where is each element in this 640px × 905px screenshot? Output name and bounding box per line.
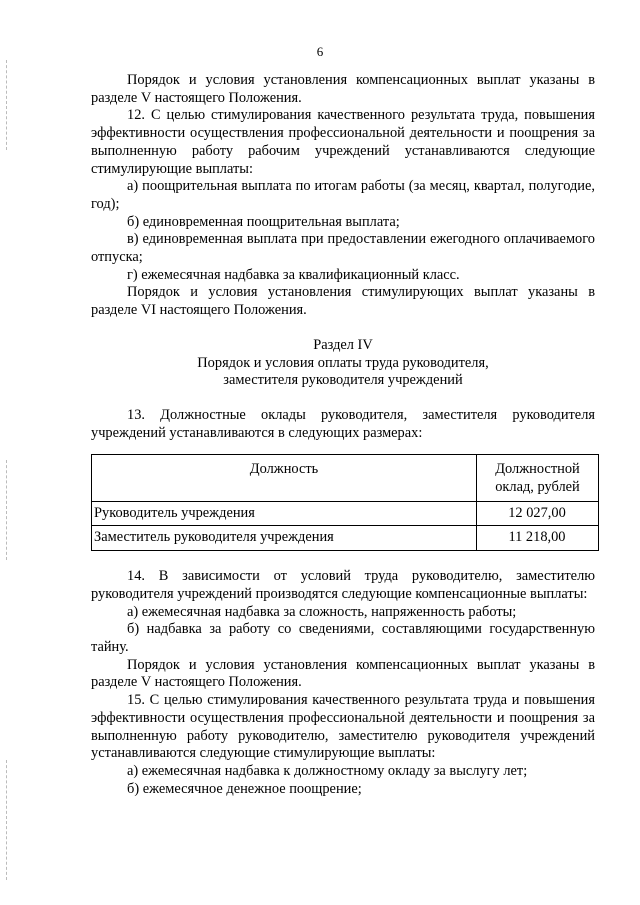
paragraph: 13. Должностные оклады руководителя, заместителя руководителя учреждений устанавливаются в следующих размерах:: [91, 406, 595, 441]
paragraph: 15. С целью стимулирования качественного результата труда и повышения эффективности осуществления профессиональной деятельности и поощрения за выполненную работу руководителю, заместителю руководителя учреждений устанавливаются следующие стимулирующие выплаты:: [91, 692, 595, 762]
page-number: 6: [316, 44, 324, 59]
paragraph: Порядок и условия установления компенсационных выплат указаны в разделе V настоящего Положения.: [91, 656, 595, 691]
table-cell-position: Заместитель руководителя учреждения: [92, 526, 477, 551]
section-title-line: заместителя руководителя учреждений: [223, 372, 463, 389]
paragraph: Порядок и условия установления компенсационных выплат указаны в разделе V настоящего Положения.: [91, 72, 595, 106]
list-item: а) ежемесячная надбавка за сложность, напряженность работы;: [127, 603, 517, 620]
table-header-cell: Должностной оклад, рублей: [476, 455, 598, 501]
table-cell-amount: 11 218,00: [476, 526, 598, 551]
table-cell-amount: 12 027,00: [476, 501, 598, 526]
list-item: б) единовременная поощрительная выплата;: [127, 213, 400, 230]
table-row: [92, 501, 599, 526]
table-row: [92, 526, 599, 551]
salary-table: [91, 454, 599, 551]
margin-scan-mark: [6, 460, 8, 560]
table-header-cell: Должность: [92, 455, 477, 501]
section-number: Раздел IV: [313, 336, 373, 353]
list-item: б) надбавка за работу со сведениями, составляющими государственную тайну.: [91, 621, 595, 655]
list-item: в) единовременная выплата при предоставлении ежегодного оплачиваемого отпуска;: [91, 231, 595, 266]
margin-scan-mark: [6, 760, 8, 880]
list-item: а) ежемесячная надбавка к должностному окладу за выслугу лет;: [127, 762, 528, 779]
margin-scan-mark: [6, 60, 8, 150]
table-header-row: [92, 455, 599, 501]
paragraph: 12. С целью стимулирования качественного результата труда, повышения эффективности осуществления профессиональной деятельности и поощрения за выполненную работу рабочим учреждений устанавливаются следующие стимулирующие выплаты:: [91, 107, 595, 177]
document-body: [91, 72, 595, 798]
list-item: а) поощрительная выплата по итогам работы (за месяц, квартал, полугодие, год);: [91, 178, 595, 212]
list-item: б) ежемесячное денежное поощрение;: [127, 780, 362, 797]
list-item: г) ежемесячная надбавка за квалификационный класс.: [127, 266, 460, 283]
paragraph: Порядок и условия установления стимулирующих выплат указаны в разделе VI настоящего Положения.: [91, 284, 595, 319]
section-heading: [91, 337, 595, 390]
table-cell-position: Руководитель учреждения: [92, 501, 477, 526]
paragraph: 14. В зависимости от условий труда руководителю, заместителю руководителя учреждений производятся следующие компенсационные выплаты:: [91, 568, 595, 602]
section-title-line: Порядок и условия оплаты труда руководителя,: [197, 354, 489, 371]
